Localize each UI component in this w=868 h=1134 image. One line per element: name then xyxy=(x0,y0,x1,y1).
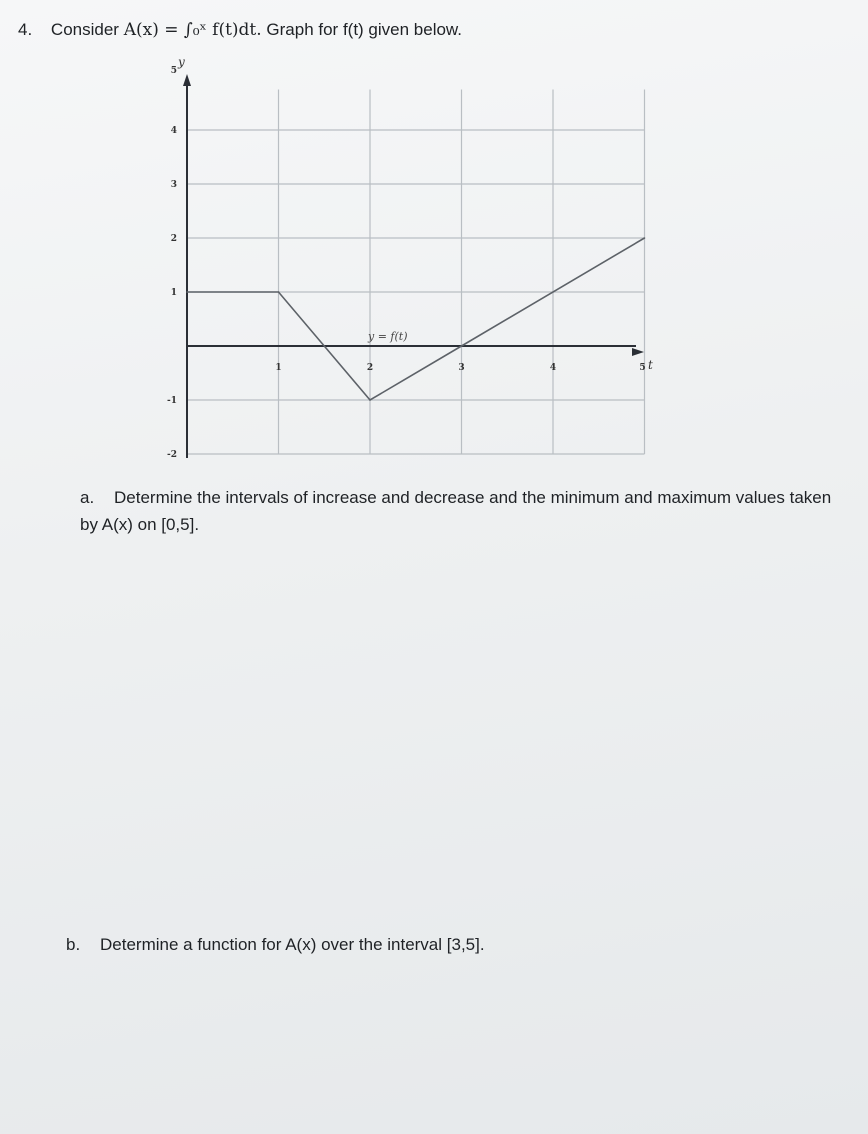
x-axis-arrow xyxy=(632,348,644,356)
part-b xyxy=(66,935,485,955)
f-of-t-graph xyxy=(0,0,868,480)
graph-axes xyxy=(177,55,653,458)
part-b-label: b. xyxy=(66,935,81,954)
question-number: 4. xyxy=(18,20,33,39)
part-a-text: Determine the intervals of increase and decrease and the minimum and maximum values taken by A(x) on [0,5]. xyxy=(80,488,832,534)
series-point xyxy=(369,399,371,401)
curve-label: y = f(t) xyxy=(368,330,408,343)
y-tick-label: 1 xyxy=(170,288,177,298)
y-tick-label: 4 xyxy=(170,126,177,136)
question-intro-tail: Graph for f(t) given below. xyxy=(266,20,462,39)
part-a xyxy=(80,484,840,538)
y-axis-arrow xyxy=(183,74,191,86)
x-tick-label: 4 xyxy=(549,363,557,373)
part-a-label: a. xyxy=(80,488,95,507)
integral-definition: A(x) = ∫₀ˣ f(t)dt. xyxy=(123,20,262,40)
series-point xyxy=(644,237,646,239)
y-tick-label: -1 xyxy=(167,396,177,406)
y-tick-label: 2 xyxy=(170,234,177,244)
graph-grid xyxy=(187,90,645,455)
y-axis-label: y xyxy=(178,55,185,69)
series-point xyxy=(461,345,463,347)
x-tick-label: 1 xyxy=(275,363,282,373)
y-tick-label: -2 xyxy=(167,450,177,460)
series-point xyxy=(278,291,280,293)
graph-ticks xyxy=(167,66,646,460)
part-b-text: Determine a function for A(x) over the interval [3,5]. xyxy=(100,935,485,954)
x-tick-label: 3 xyxy=(458,363,465,373)
x-axis-label: t xyxy=(648,358,653,372)
question-intro-word: Consider xyxy=(50,20,119,39)
x-tick-label: 5 xyxy=(639,363,646,373)
y-tick-label: 5 xyxy=(170,66,177,76)
y-tick-label: 3 xyxy=(170,180,177,190)
series-line-f xyxy=(187,238,645,400)
series-point xyxy=(186,291,188,293)
graph-series xyxy=(186,237,645,401)
x-tick-label: 2 xyxy=(366,363,374,373)
